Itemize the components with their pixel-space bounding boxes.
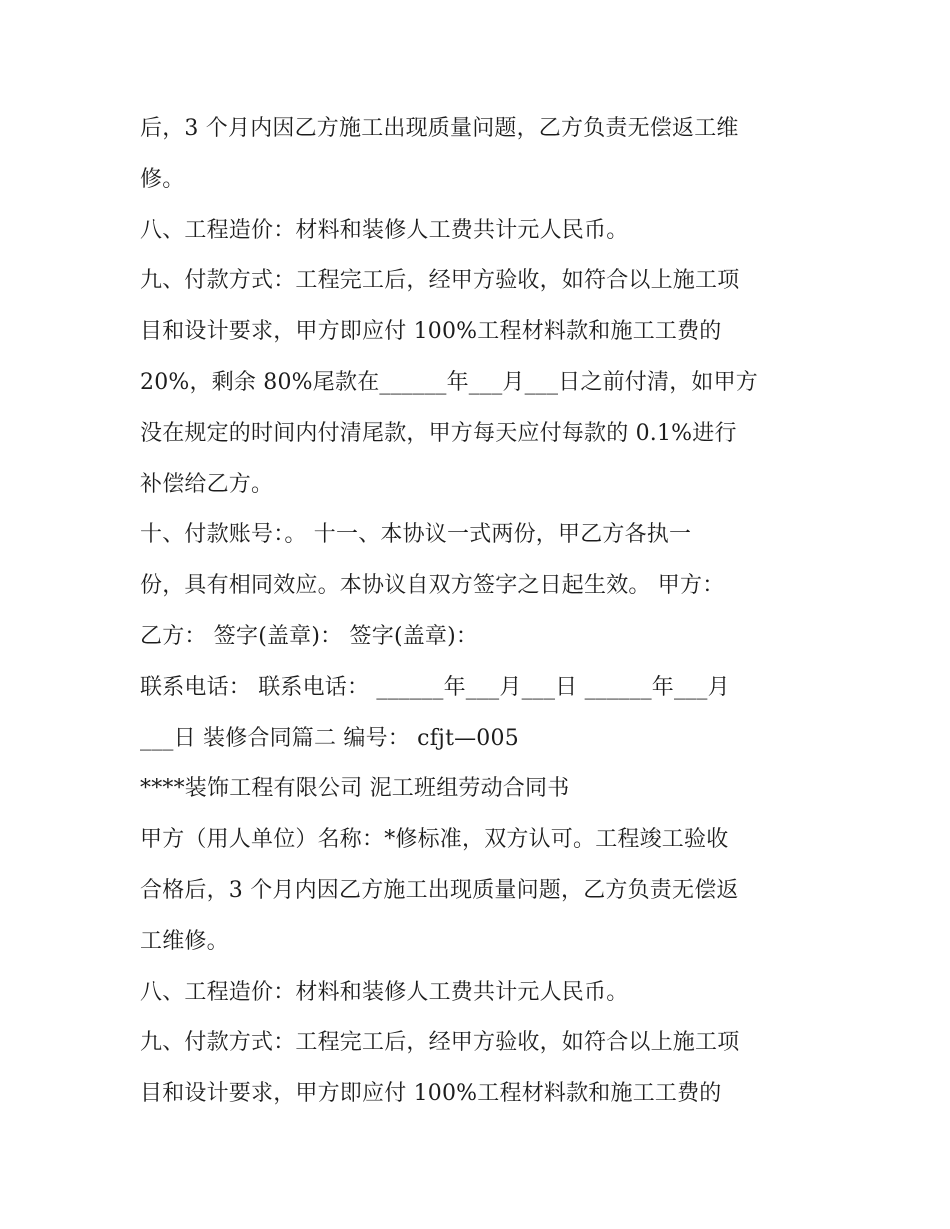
document-page xyxy=(140,104,820,1120)
text-line: 后，3 个月内因乙方施工出现质量问题，乙方负责无偿返工维 xyxy=(140,116,739,141)
text-line: 八、工程造价：材料和装修人工费共计元人民币。 xyxy=(140,979,629,1005)
text-line: 乙方： 签字(盖章)： 签字(盖章)： xyxy=(140,623,479,649)
text-line: 九、付款方式：工程完工后，经甲方验收，如符合以上施工项 xyxy=(140,1030,740,1056)
text-line: 八、工程造价：材料和装修人工费共计元人民币。 xyxy=(140,217,629,243)
text-line: 补偿给乙方。 xyxy=(140,471,274,497)
text-line: 目和设计要求，甲方即应付 100%工程材料款和施工工费的 xyxy=(140,319,722,345)
text-line: 修。 xyxy=(140,166,185,192)
text-line: 九、付款方式：工程完工后，经甲方验收，如符合以上施工项 xyxy=(140,268,740,294)
text-line: 份，具有相同效应。本协议自双方签字之日起生效。 甲方： xyxy=(140,573,725,599)
text-line: 工维修。 xyxy=(140,928,229,954)
text-line: 合格后，3 个月内因乙方施工出现质量问题，乙方负责无偿返 xyxy=(140,877,739,903)
text-line: 甲方（用人单位）名称：*修标准，双方认可。工程竣工验收 xyxy=(140,827,729,853)
text-line: ___日 装修合同篇二 编号： cfjt—005 xyxy=(140,725,519,751)
text-line: 目和设计要求，甲方即应付 100%工程材料款和施工工费的 xyxy=(140,1081,722,1107)
text-line: 联系电话： 联系电话： ______年___月___日 ______年___月 xyxy=(140,674,730,700)
text-line: 没在规定的时间内付清尾款，甲方每天应付每款的 0.1%进行 xyxy=(140,420,737,446)
text-line: 20%，剩余 80%尾款在______年___月___日之前付清，如甲方 xyxy=(140,369,758,395)
text-line: ****装饰工程有限公司 泥工班组劳动合同书 xyxy=(140,776,570,802)
text-line: 十、付款账号：。 十一、本协议一式两份，甲乙方各执一 xyxy=(140,522,692,548)
